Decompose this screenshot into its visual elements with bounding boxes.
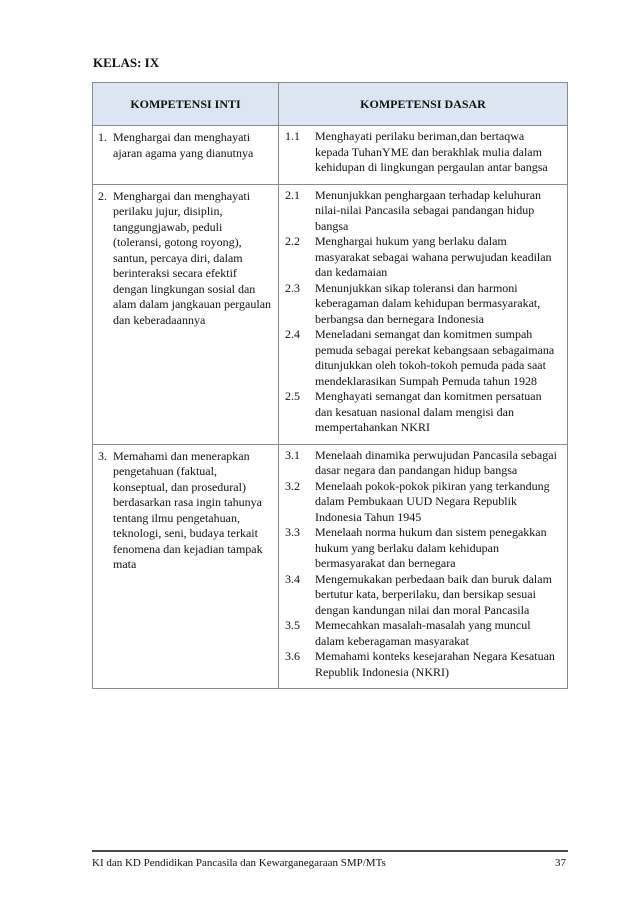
kd-item xyxy=(285,188,561,235)
kd-item xyxy=(285,649,561,680)
ki-item xyxy=(98,449,272,573)
kd-number: 2.1 xyxy=(285,187,300,202)
kd-text: Menunjukkan sikap toleransi dan harmoni keberagaman dalam kehidupan bermasyarakat, berbangsa dan bernegara Indonesia xyxy=(315,280,541,326)
kd-cell xyxy=(279,126,568,185)
kd-number: 3.1 xyxy=(285,447,300,462)
kd-cell xyxy=(279,184,568,444)
kd-text: Menelaah pokok-pokok pikiran yang terkandung dalam Pembukaan UUD Negara Republik Indonesia Tahun 1945 xyxy=(315,478,550,524)
kd-item xyxy=(285,327,561,389)
kd-text: Memahami konteks kesejarahan Negara Kesatuan Republik Indonesia (NKRI) xyxy=(315,649,555,679)
kd-text: Menghargai hukum yang berlaku dalam masyarakat sebagai wahana perwujudan keadilan dan kedamaian xyxy=(315,234,552,279)
kd-item xyxy=(285,389,561,436)
kd-item xyxy=(285,281,561,328)
kd-number: 3.5 xyxy=(285,618,300,632)
competency-table xyxy=(92,82,568,689)
ki-item xyxy=(98,189,272,329)
kd-text: Menghayati semangat dan komitmen persatuan dan kesatuan nasional dalam mengisi dan mempertahankan NKRI xyxy=(315,389,542,434)
ki-cell xyxy=(93,184,279,444)
kd-item xyxy=(285,448,561,479)
kd-number: 2.3 xyxy=(285,280,300,295)
ki-number: 2. xyxy=(98,188,107,203)
kd-number: 2.5 xyxy=(285,389,300,403)
kd-item xyxy=(285,479,561,526)
kd-number: 3.2 xyxy=(285,478,300,493)
kd-item xyxy=(285,618,561,649)
kd-text: Menelaah dinamika perwujudan Pancasila sebagai dasar negara dan pandangan hidup bangsa xyxy=(315,447,557,477)
kd-item xyxy=(285,525,561,572)
ki-cell xyxy=(93,444,279,689)
table-row xyxy=(93,444,568,689)
kd-text: Mengemukakan perbedaan baik dan buruk dalam bertutur kata, berperilaku, dan bersikap sesuai dengan kandungan nilai dan moral Pancasila xyxy=(315,571,552,617)
kd-number: 3.4 xyxy=(285,571,300,586)
kd-item xyxy=(285,129,561,176)
header-kompetensi-inti: KOMPETENSI INTI xyxy=(93,83,279,126)
table-row xyxy=(93,126,568,185)
table-row xyxy=(93,184,568,444)
ki-text: Menghargai dan menghayati ajaran agama yang dianutnya xyxy=(113,130,254,160)
kd-text: Menelaah norma hukum dan sistem penegakkan hukum yang berlaku dalam kehidupan bermasyarakat dan bernegara xyxy=(315,525,547,570)
kd-number: 2.4 xyxy=(285,327,300,341)
page-number: 37 xyxy=(555,857,566,869)
footer-divider xyxy=(92,850,568,852)
kd-item xyxy=(285,572,561,619)
ki-text: Menghargai dan menghayati perilaku jujur, disiplin, tanggungjawab, peduli (toleransi, gotong royong), santun, percaya diri, dalam berinteraksi secara efektif dengan lingkungan sosial dan alam dalam jangkauan pergaulan dan keberadaannya xyxy=(113,188,272,327)
header-kompetensi-dasar: KOMPETENSI DASAR xyxy=(279,83,568,126)
kd-number: 1.1 xyxy=(285,129,300,143)
kd-text: Menunjukkan penghargaan terhadap keluhuran nilai-nilai Pancasila sebagai pandangan hidup bangsa xyxy=(315,187,542,233)
footer-title: KI dan KD Pendidikan Pancasila dan Kewarganegaraan SMP/MTs xyxy=(92,857,386,869)
kd-text: Meneladani semangat dan komitmen sumpah pemuda sebagai perekat kebangsaan sebagaimana ditunjukkan oleh tokoh-tokoh pemuda pada saat mendeklarasikan Sumpah Pemuda tahun 1928 xyxy=(315,327,555,388)
kd-number: 3.3 xyxy=(285,525,300,539)
ki-text: Memahami dan menerapkan pengetahuan (faktual, konseptual, dan prosedural) berdasarkan rasa ingin tahunya tentang ilmu pengetahuan, teknologi, seni, budaya terkait fenomena dan kejadian tampak mata xyxy=(113,448,263,571)
table-header-row xyxy=(93,83,568,126)
ki-item xyxy=(98,130,272,161)
kd-text: Menghayati perilaku beriman,dan bertaqwa kepada TuhanYME dan berakhlak mulia dalam kehidupan di lingkungan pergaulan antar bangsa xyxy=(315,129,548,174)
kd-item xyxy=(285,234,561,281)
kd-number: 2.2 xyxy=(285,234,300,248)
kd-cell xyxy=(279,444,568,689)
kd-number: 3.6 xyxy=(285,649,300,663)
ki-number: 3. xyxy=(98,448,107,463)
class-heading: KELAS: IX xyxy=(93,55,160,70)
kd-text: Memecahkan masalah-masalah yang muncul dalam keberagaman masyarakat xyxy=(315,618,531,648)
ki-cell xyxy=(93,126,279,185)
ki-number: 1. xyxy=(98,130,107,144)
